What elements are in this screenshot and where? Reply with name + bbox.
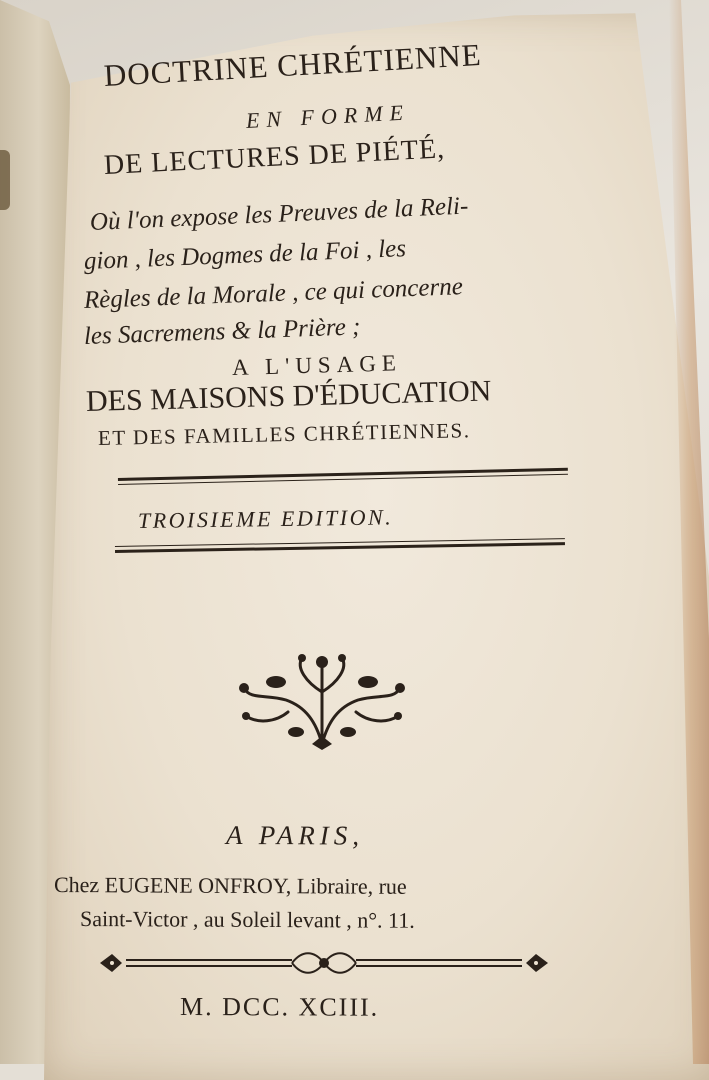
usage-heading: A L'USAGE [231, 350, 403, 380]
description-line-4: les Sacremens & la Prière ; [83, 313, 361, 350]
decorative-rule-icon [96, 948, 552, 978]
floral-fleuron-icon [236, 652, 408, 750]
subtitle-lectures: DE LECTURES DE PIÉTÉ, [103, 133, 446, 181]
description-line-2: gion , les Dogmes de la Foi , les [83, 235, 407, 275]
place-of-publication: A PARIS, [225, 820, 365, 851]
publication-year: M. DCC. XCIII. [179, 992, 380, 1022]
audience-line-1: DES MAISONS D'ÉDUCATION [85, 374, 492, 418]
audience-line-2: ET DES FAMILLES CHRÉTIENNES. [97, 418, 471, 450]
publisher-line-1: Chez EUGENE ONFROY, Libraire, rue [53, 872, 407, 899]
description-line-1: Où l'on expose les Preuves de la Reli- [89, 192, 469, 236]
publisher-line-2: Saint-Victor , au Soleil levant , n°. 11. [79, 906, 415, 933]
edition-rule-bottom [115, 538, 565, 553]
description-line-3: Règles de la Morale , ce qui concerne [83, 273, 464, 314]
subtitle-en-forme: EN FORME [245, 99, 411, 133]
edition-rule-top [118, 468, 568, 485]
book-title: DOCTRINE CHRÉTIENNE [102, 36, 483, 93]
edition-label: TROISIEME EDITION. [137, 504, 394, 533]
